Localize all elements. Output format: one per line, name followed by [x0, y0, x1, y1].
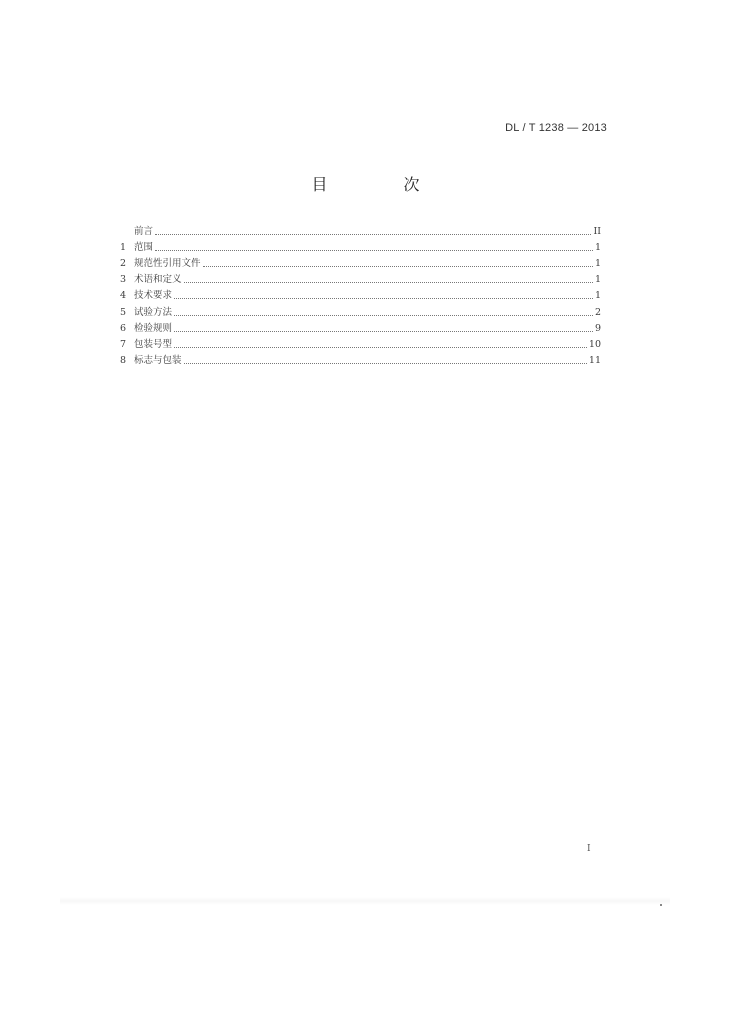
- toc-entry-page: 1: [594, 242, 601, 254]
- toc-leader-dots: [174, 314, 593, 316]
- toc-entry-label: 技术要求: [134, 290, 173, 302]
- toc-entry-label: 检验规则: [134, 322, 173, 334]
- scan-artifact-dot: [660, 904, 662, 906]
- toc-leader-dots: [174, 297, 593, 299]
- toc-entry-page: 9: [594, 322, 601, 334]
- standard-code: DL / T 1238 — 2013: [505, 122, 607, 134]
- toc-entry-page: 10: [588, 338, 601, 350]
- toc-entry-page: 1: [594, 274, 601, 286]
- toc-leader-dots: [203, 265, 593, 267]
- toc-entry[interactable]: [120, 254, 601, 270]
- toc-entry-number: 8: [120, 354, 127, 366]
- toc-entry-label: 规范性引用文件: [134, 258, 201, 270]
- toc-entry-number: 4: [120, 290, 127, 302]
- toc-entry-number: 3: [120, 274, 127, 286]
- toc-entry[interactable]: [120, 302, 601, 318]
- toc-title: 目 次: [311, 175, 450, 194]
- toc-entry-number: 5: [120, 306, 127, 318]
- toc-entry[interactable]: [120, 335, 601, 351]
- toc-entry[interactable]: [120, 351, 601, 367]
- toc-entry-label: 范围: [134, 242, 154, 254]
- toc-entry[interactable]: [120, 270, 601, 286]
- toc-entry[interactable]: [120, 222, 601, 238]
- toc-entry-number: 6: [120, 322, 127, 334]
- toc-entry-label: 标志与包装: [134, 354, 182, 366]
- toc-entry[interactable]: [120, 286, 601, 302]
- toc-entry-number: 7: [120, 338, 127, 350]
- toc-entry-label: 术语和定义: [134, 274, 182, 286]
- toc-leader-dots: [184, 281, 593, 283]
- toc-entry-page: 11: [588, 354, 601, 366]
- toc-entry-page: 2: [594, 306, 601, 318]
- toc-leader-dots: [174, 346, 587, 348]
- toc-leader-dots: [174, 330, 593, 332]
- toc-leader-dots: [155, 249, 593, 251]
- toc-entry-page: II: [593, 226, 601, 238]
- toc-entry[interactable]: [120, 238, 601, 254]
- toc-entry[interactable]: [120, 319, 601, 335]
- toc-entry-label: 试验方法: [134, 306, 173, 318]
- table-of-contents: [120, 222, 601, 367]
- toc-entry-page: 1: [594, 290, 601, 302]
- page-number: I: [587, 844, 591, 854]
- scan-artifact-band: [60, 897, 670, 905]
- toc-entry-label: 包装号型: [134, 338, 173, 350]
- toc-leader-dots: [155, 233, 591, 235]
- toc-entry-page: 1: [594, 258, 601, 270]
- toc-entry-number: 2: [120, 258, 127, 270]
- toc-entry-label: 前言: [134, 226, 154, 238]
- toc-leader-dots: [184, 362, 587, 364]
- toc-entry-number: 1: [120, 242, 127, 254]
